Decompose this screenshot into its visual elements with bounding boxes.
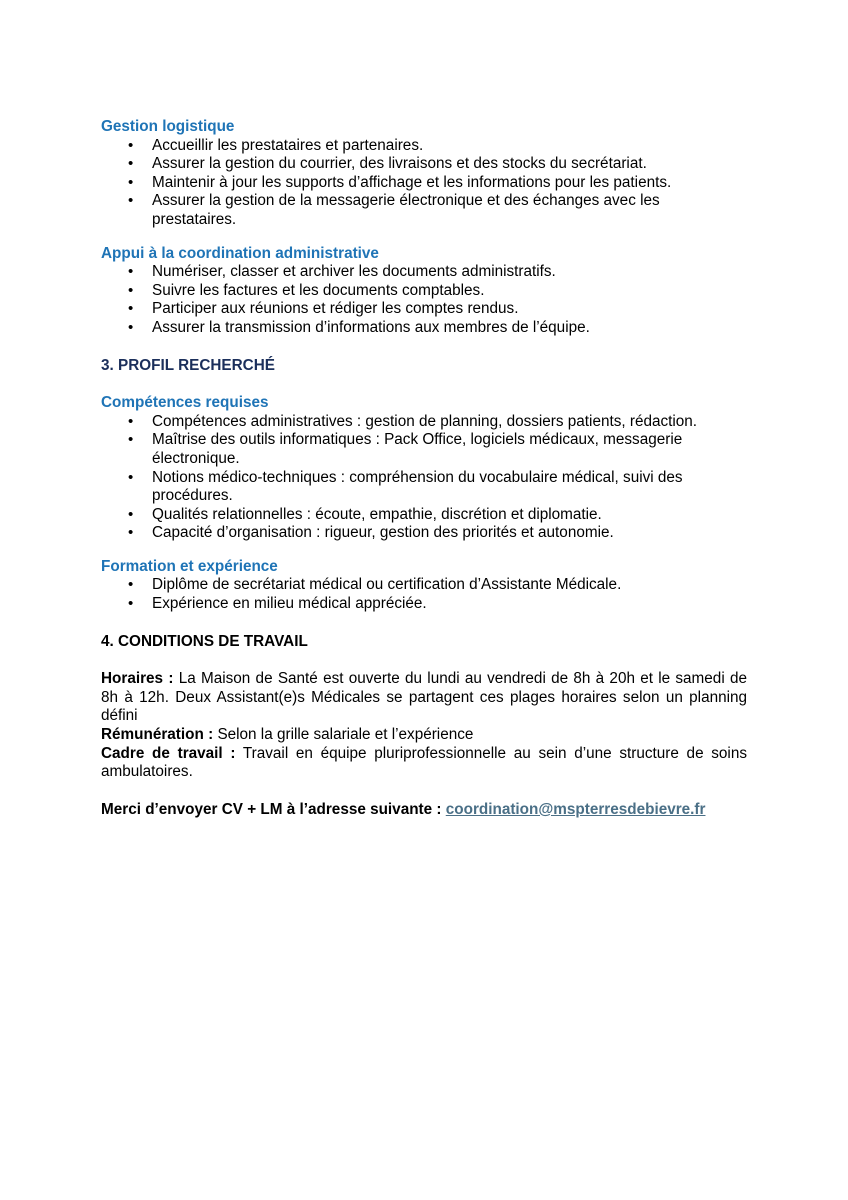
list-item: • Assurer la gestion de la messagerie électronique et des échanges avec les prestataires.	[101, 192, 747, 229]
email-link[interactable]: coordination@mspterresdebievre.fr	[445, 800, 706, 818]
label-remuneration: Rémunération :	[101, 726, 214, 744]
list-item: • Qualités relationnelles : écoute, empathie, discrétion et diplomatie.	[101, 506, 747, 525]
list-item: • Assurer la gestion du courrier, des livraisons et des stocks du secrétariat.	[101, 155, 747, 174]
contact-text: Merci d’envoyer CV + LM à l’adresse suivante :	[101, 800, 442, 818]
heading-formation: Formation et expérience	[101, 557, 278, 575]
section-title-profil: 3. PROFIL RECHERCHÉ	[101, 356, 275, 374]
text-remuneration: Selon la grille salariale et l’expérience	[217, 726, 474, 744]
text-cadre: Travail en équipe pluriprofessionnelle au sein d’une structure de soins ambulatoires.	[101, 744, 747, 781]
list-item: • Expérience en milieu médical appréciée.	[101, 595, 747, 614]
label-cadre: Cadre de travail :	[101, 744, 236, 762]
paragraph-remuneration	[101, 726, 747, 745]
list-formation	[101, 576, 747, 613]
list-appui-coordination	[101, 263, 747, 337]
section-title-conditions: 4. CONDITIONS DE TRAVAIL	[101, 632, 308, 650]
list-item: • Assurer la transmission d’informations aux membres de l’équipe.	[101, 319, 747, 338]
list-item: • Compétences administratives : gestion de planning, dossiers patients, rédaction.	[101, 413, 747, 432]
list-item: • Capacité d’organisation : rigueur, gestion des priorités et autonomie.	[101, 524, 747, 543]
list-item: • Maintenir à jour les supports d’affichage et les informations pour les patients.	[101, 174, 747, 193]
list-item: • Notions médico-techniques : compréhension du vocabulaire médical, suivi des procédures.	[101, 469, 747, 506]
label-horaires: Horaires :	[101, 670, 174, 688]
list-gestion-logistique	[101, 137, 747, 230]
list-item: • Participer aux réunions et rédiger les comptes rendus.	[101, 300, 747, 319]
list-item: • Maîtrise des outils informatiques : Pack Office, logiciels médicaux, messagerie électronique.	[101, 431, 747, 468]
list-item: • Suivre les factures et les documents comptables.	[101, 282, 747, 301]
text-horaires: La Maison de Santé est ouverte du lundi au vendredi de 8h à 20h et le samedi de 8h à 12h. Deux Assistant(e)s Médicales se partagent ces plages horaires selon un planning défini	[101, 670, 747, 725]
paragraph-cadre	[101, 745, 747, 782]
paragraph-horaires	[101, 670, 747, 726]
list-item: • Accueillir les prestataires et partenaires.	[101, 137, 747, 156]
list-item: • Numériser, classer et archiver les documents administratifs.	[101, 263, 747, 282]
heading-competences: Compétences requises	[101, 394, 269, 412]
list-item: • Diplôme de secrétariat médical ou certification d’Assistante Médicale.	[101, 576, 747, 595]
paragraph-contact	[101, 801, 747, 820]
list-competences	[101, 413, 747, 543]
heading-appui-coordination: Appui à la coordination administrative	[101, 244, 379, 262]
document-content	[101, 118, 747, 819]
heading-gestion-logistique: Gestion logistique	[101, 118, 235, 135]
